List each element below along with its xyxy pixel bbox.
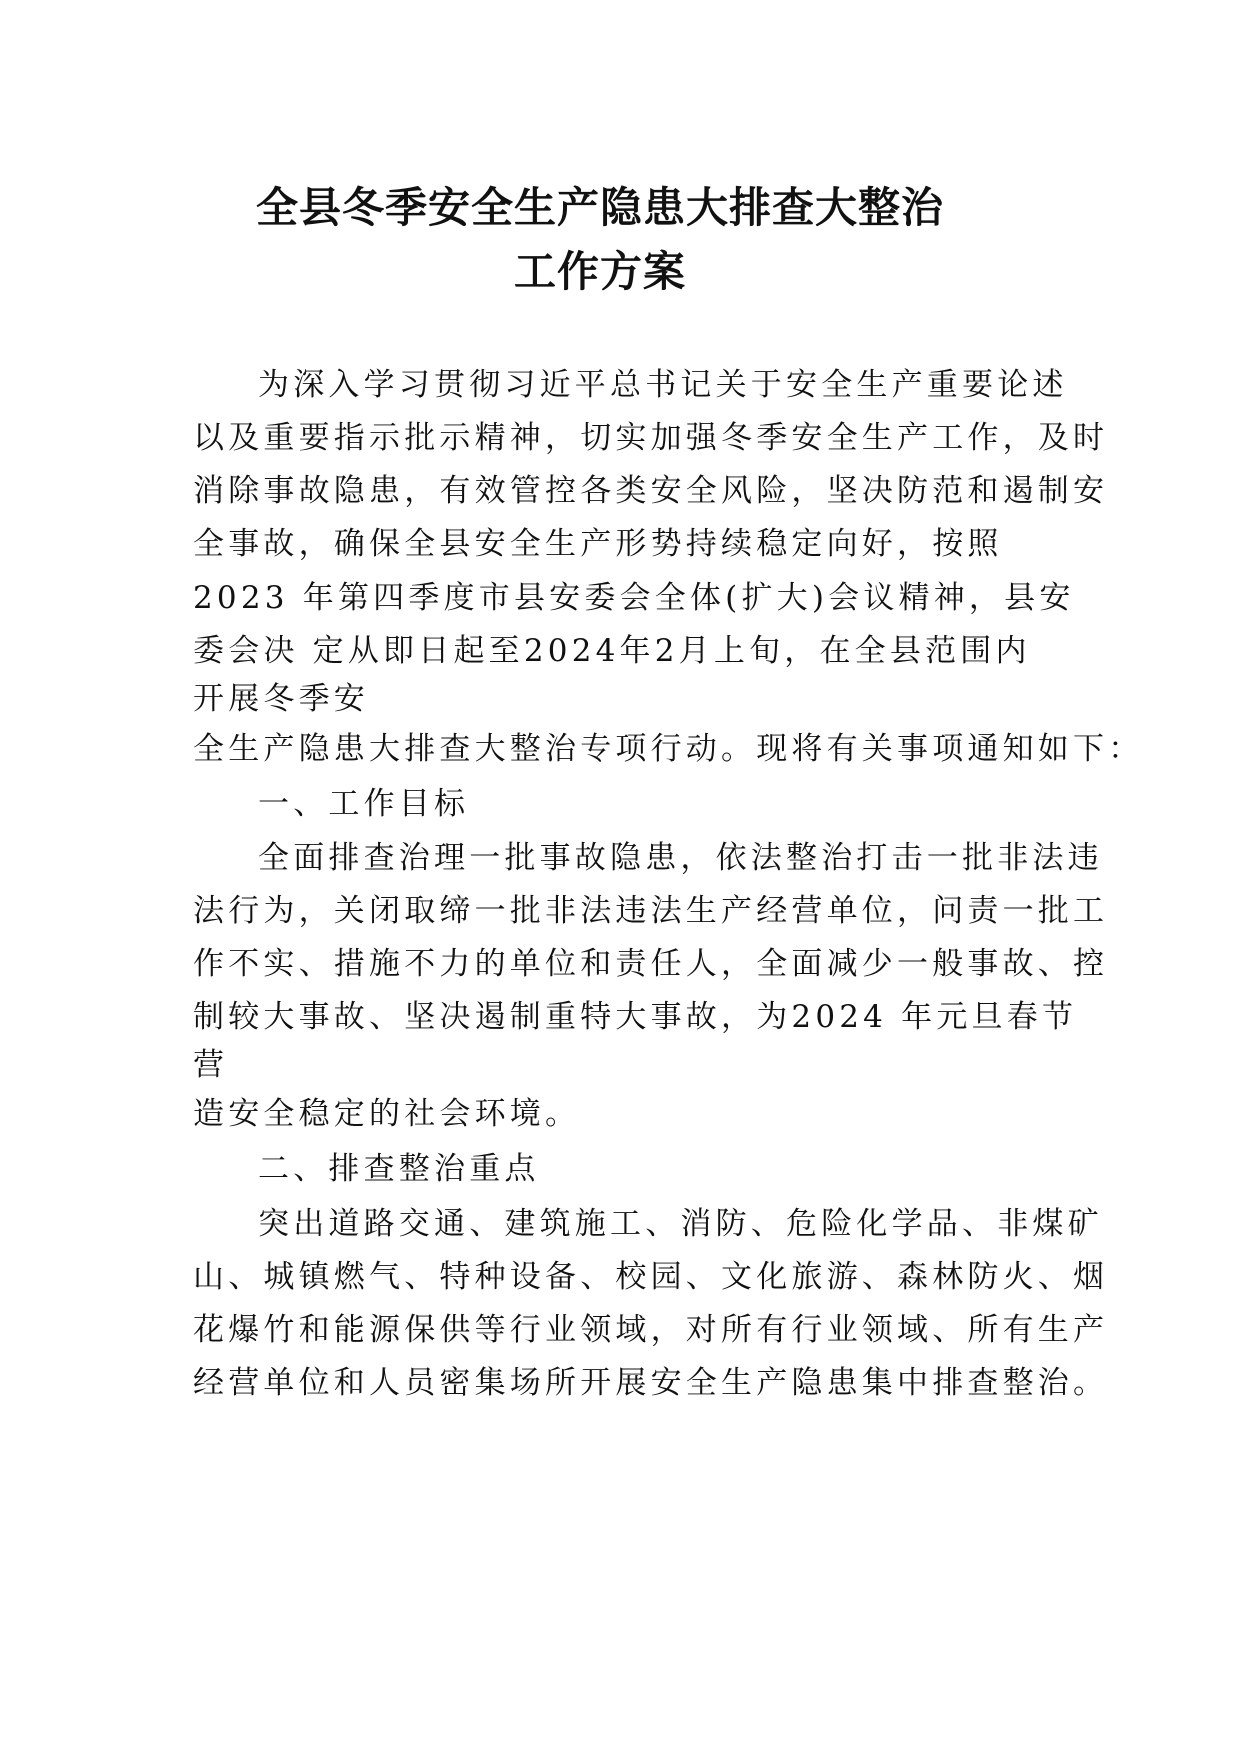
- body-line: 山、城镇燃气、特种设备、校园、文化旅游、森林防火、烟: [193, 1259, 1109, 1295]
- body-line: 全事故，确保全县安全生产形势持续稳定向好，按照: [193, 526, 1003, 562]
- body-line: 花爆竹和能源保供等行业领域，对所有行业领域、所有生产: [193, 1312, 1109, 1348]
- body-line: 营: [193, 1047, 229, 1083]
- document-title-line-1: 全县冬季安全生产隐患大排查大整治: [255, 183, 944, 232]
- body-line: 作不实、措施不力的单位和责任人，全面减少一般事故、控: [193, 946, 1109, 982]
- body-line: 委会决 定从即日起至2024年2月上旬，在全县范围内: [193, 633, 1031, 669]
- body-line: 经营单位和人员密集场所开展安全生产隐患集中排查整治。: [193, 1365, 1109, 1401]
- body-line: 制较大事故、坚决遏制重特大事故，为2024 年元旦春节: [193, 999, 1078, 1035]
- body-line: 2023 年第四季度市县安委会全体(扩大)会议精神，县安: [193, 580, 1075, 616]
- body-line: 突出道路交通、建筑施工、消防、危险化学品、非煤矿: [258, 1206, 1103, 1242]
- body-line: 为深入学习贯彻习近平总书记关于安全生产重要论述: [258, 367, 1068, 403]
- body-line: 法行为，关闭取缔一批非法违法生产经营单位，问责一批工: [193, 893, 1109, 929]
- section-heading-1: 一、工作目标: [258, 786, 470, 822]
- section-heading-2: 二、排查整治重点: [258, 1151, 540, 1187]
- body-line: 消除事故隐患，有效管控各类安全风险，坚决防范和遏制安: [193, 473, 1109, 509]
- body-line: 开展冬季安: [193, 681, 369, 717]
- document-title-line-2: 工作方案: [513, 247, 686, 296]
- body-line: 造安全稳定的社会环境。: [193, 1096, 581, 1132]
- body-line: 全面排查治理一批事故隐患，依法整治打击一批非法违: [258, 840, 1103, 876]
- body-line: 全生产隐患大排查大整治专项行动。现将有关事项通知如下：: [193, 731, 1144, 767]
- body-line: 以及重要指示批示精神，切实加强冬季安全生产工作，及时: [193, 420, 1109, 456]
